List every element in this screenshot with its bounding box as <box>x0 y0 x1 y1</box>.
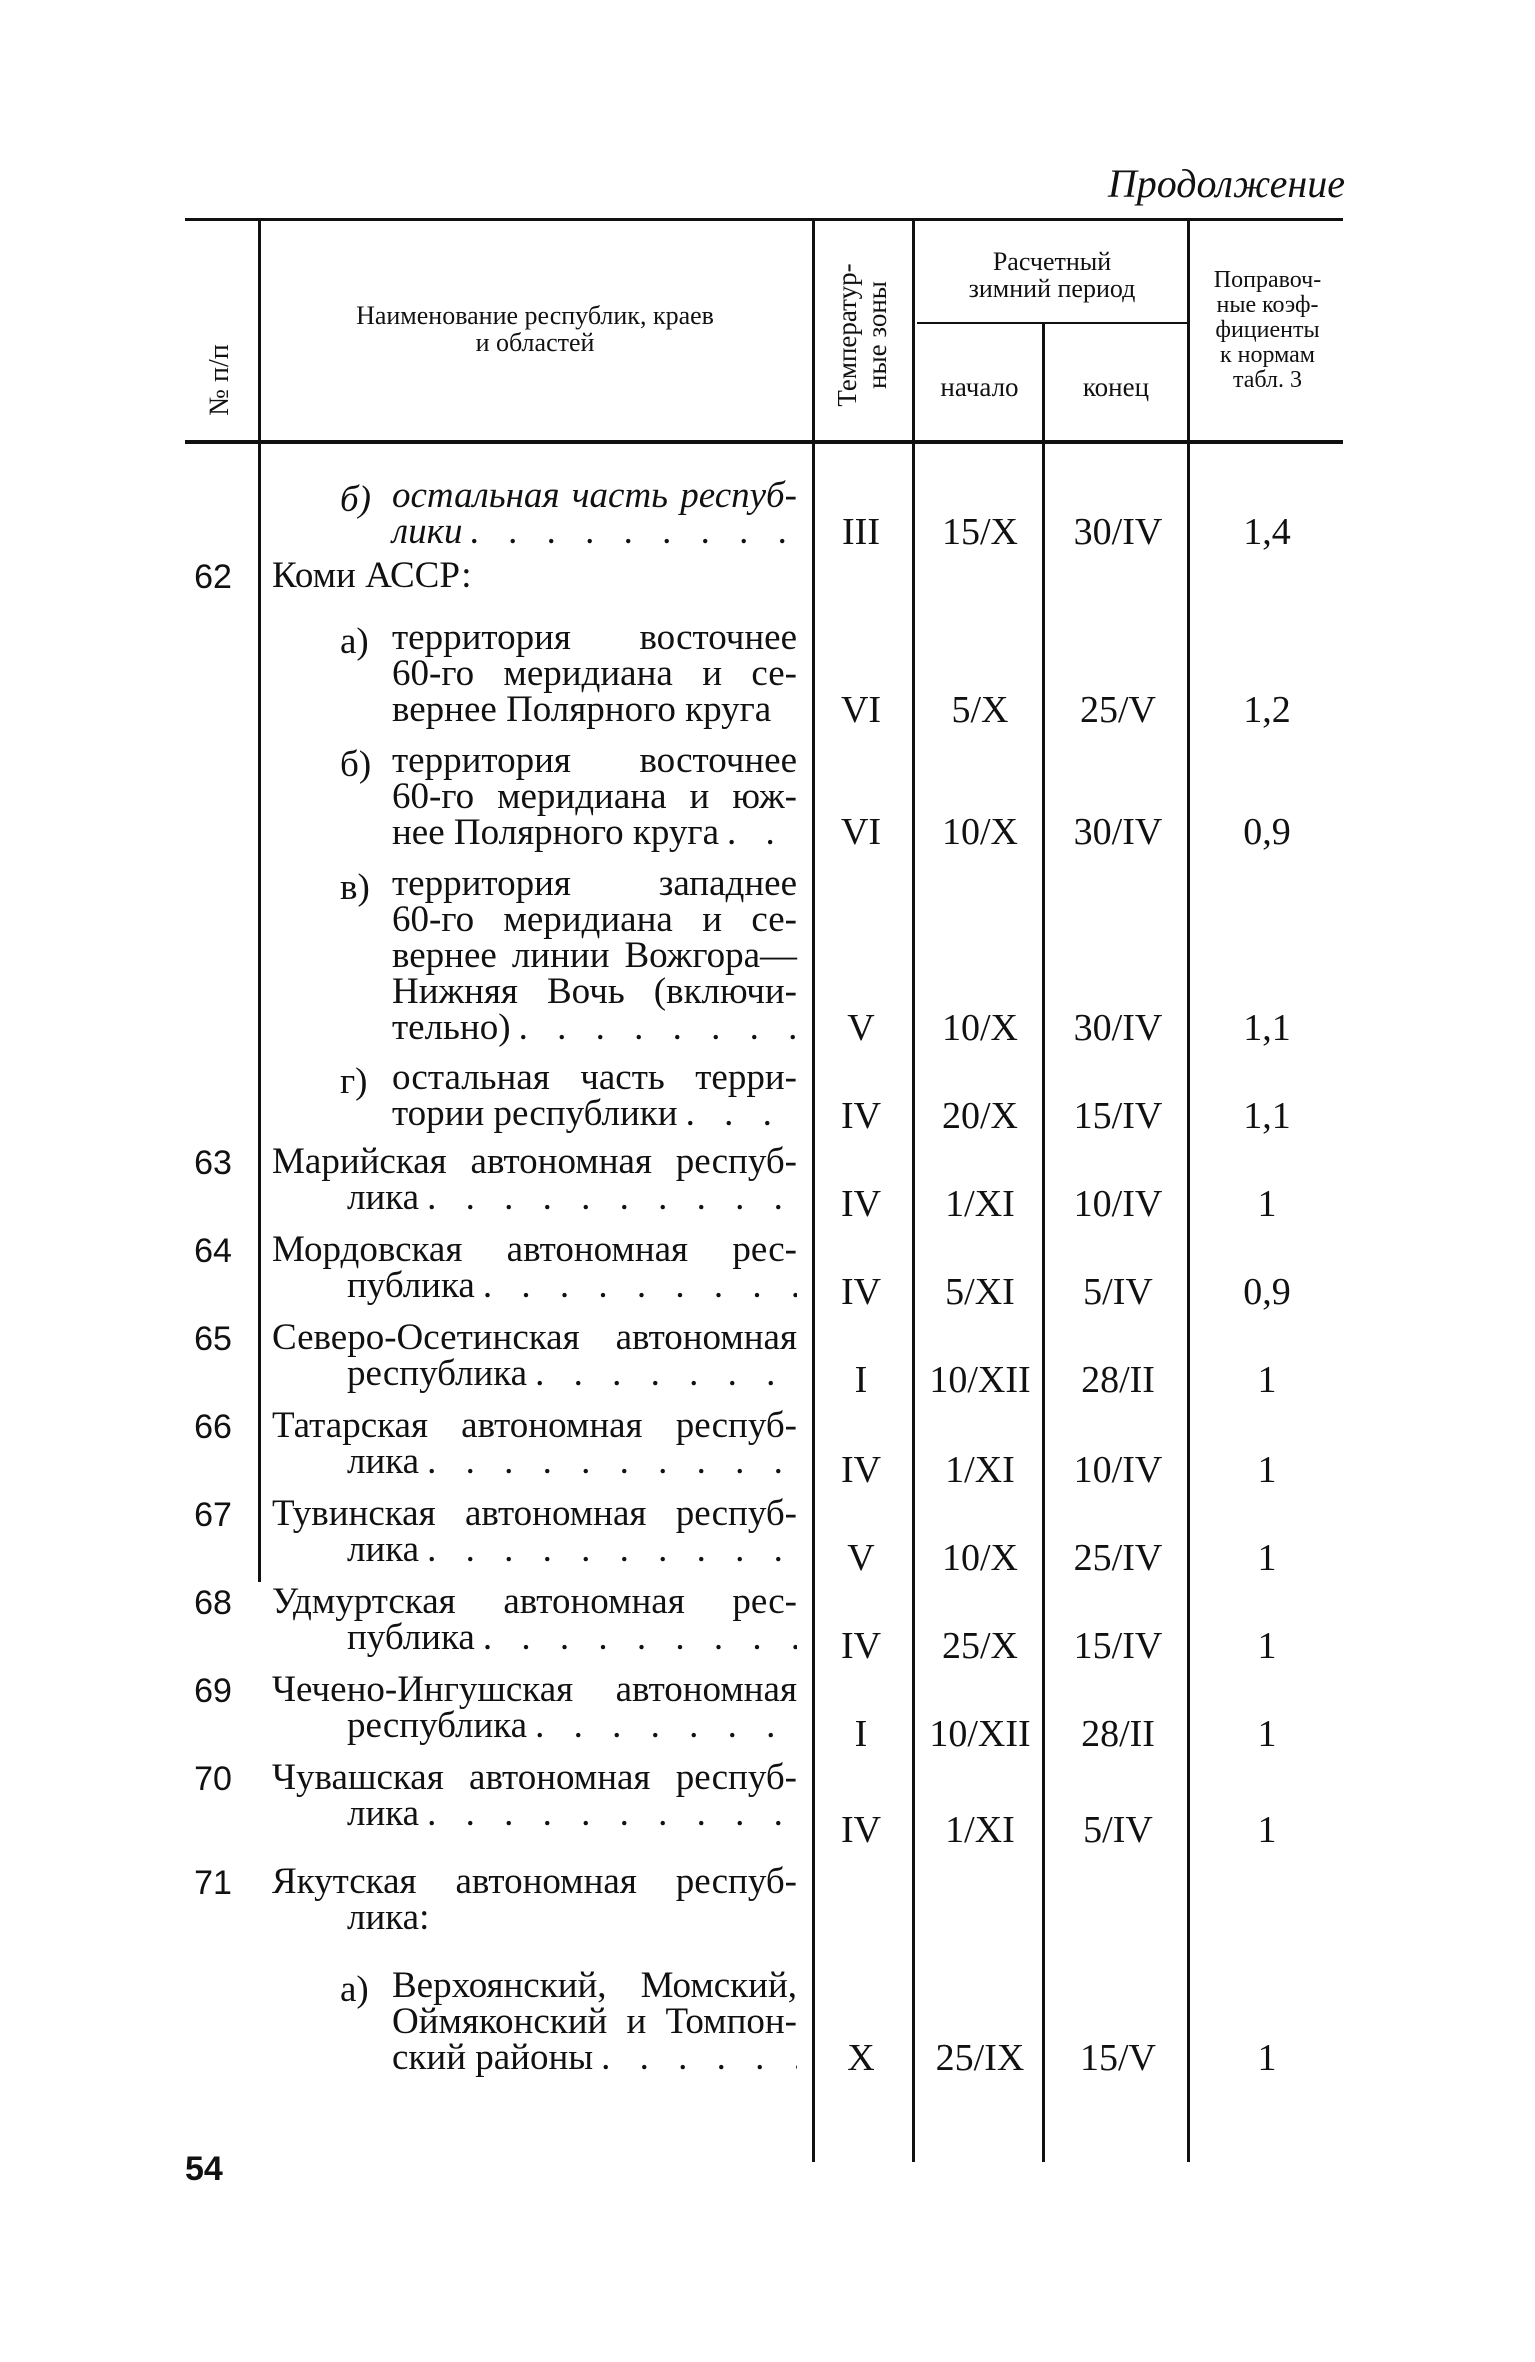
row-number: 64 <box>194 1232 232 1270</box>
row-number: 68 <box>194 1584 232 1622</box>
row-marker: а) <box>340 621 369 662</box>
header-bottom-rule <box>185 440 1343 444</box>
row-text: территория западнее 60-го меридиана и се- вернее линии Вожгора— Нижняя Вочь (включи- тельно) . . . <box>392 866 797 1046</box>
end-cell: 25/IV <box>1073 1537 1163 1579</box>
coefficient-cell: 1 <box>1257 1183 1277 1225</box>
coefficient-cell: 1 <box>1257 1359 1277 1401</box>
coefficient-cell: 1 <box>1257 1449 1277 1491</box>
header-number: № п/п <box>204 344 235 416</box>
column-divider <box>258 220 261 1582</box>
row-text: Марийская автономная респуб- лика . . . <box>272 1144 797 1216</box>
zone-cell: X <box>847 2037 875 2079</box>
row-number: 63 <box>194 1144 232 1182</box>
row-marker: б) <box>340 479 371 520</box>
start-cell: 1/XI <box>945 1449 1015 1491</box>
zone-cell: VI <box>840 689 882 731</box>
period-divider-rule <box>917 322 1187 324</box>
row-number: 70 <box>194 1760 232 1798</box>
start-cell: 25/IX <box>935 2037 1025 2079</box>
header-period: Расчетный зимний период <box>968 247 1136 303</box>
row-text: Мордовская автономная рес- публика . . . <box>272 1232 797 1304</box>
row-number: 66 <box>194 1408 232 1446</box>
start-cell: 25/X <box>942 1625 1018 1667</box>
row-text: Чувашская автономная респуб- лика . . . <box>272 1760 797 1832</box>
zone-cell: IV <box>840 1183 882 1225</box>
row-marker: а) <box>340 1969 369 2010</box>
table-top-rule <box>185 218 1343 221</box>
row-text: территория восточнее 60-го меридиана и юж- нее Полярного круга . . . <box>392 743 797 851</box>
coefficient-cell: 1,1 <box>1243 1007 1291 1049</box>
row-text: Якутская автономная респуб- лика: <box>272 1861 797 1938</box>
start-cell: 5/X <box>951 689 1009 731</box>
page-number: 54 <box>185 2150 223 2188</box>
row-text: остальная часть терри- тории республики . . . <box>392 1060 797 1132</box>
continuation-label: Продолжение <box>1107 161 1345 206</box>
coefficient-cell: 1,4 <box>1243 511 1291 553</box>
zone-cell: V <box>847 1537 875 1579</box>
coefficient-cell: 1 <box>1257 2037 1277 2079</box>
row-marker: в) <box>340 867 370 908</box>
start-cell: 10/XII <box>929 1359 1031 1401</box>
zone-cell: V <box>847 1007 875 1049</box>
zone-cell: IV <box>840 1625 882 1667</box>
zone-cell: IV <box>840 1809 882 1851</box>
coefficient-cell: 1 <box>1257 1809 1277 1851</box>
start-cell: 10/X <box>942 811 1018 853</box>
end-cell: 30/IV <box>1073 511 1163 553</box>
start-cell: 15/X <box>942 511 1018 553</box>
header-start: начало <box>940 372 1019 402</box>
row-text: территория восточнее 60-го меридиана и се- вернее Полярного круга <box>392 617 797 730</box>
coefficient-cell: 0,9 <box>1243 1271 1291 1313</box>
coefficient-cell: 1 <box>1257 1537 1277 1579</box>
zone-cell: IV <box>840 1095 882 1137</box>
row-text: Верхоянский, Момский, Оймяконский и Томпон- ский районы . . . <box>392 1968 797 2076</box>
start-cell: 1/XI <box>945 1183 1015 1225</box>
coefficient-cell: 0,9 <box>1243 811 1291 853</box>
header-name: Наименование республик, краев и областей <box>356 301 714 357</box>
row-number: 67 <box>194 1496 232 1534</box>
start-cell: 20/X <box>942 1095 1018 1137</box>
zone-cell: IV <box>840 1271 882 1313</box>
end-cell: 30/IV <box>1073 1007 1163 1049</box>
zone-cell: III <box>842 511 880 553</box>
coefficient-cell: 1 <box>1257 1625 1277 1667</box>
row-text: Северо-Осетинская автономная республика . . . <box>272 1320 797 1392</box>
row-text: остальная часть респуб- лики . . . <box>392 478 797 550</box>
end-cell: 5/IV <box>1083 1271 1153 1313</box>
row-text: Удмуртская автономная рес- публика . . . <box>272 1584 797 1656</box>
zone-cell: I <box>854 1713 868 1755</box>
header-end: конец <box>1082 372 1150 402</box>
row-text: Чечено-Ингушская автономная республика . . . <box>272 1672 797 1744</box>
end-cell: 5/IV <box>1083 1809 1153 1851</box>
end-cell: 10/IV <box>1073 1183 1163 1225</box>
row-number: 71 <box>194 1864 232 1902</box>
row-text: Татарская автономная респуб- лика . . . <box>272 1408 797 1480</box>
end-cell: 15/IV <box>1073 1625 1163 1667</box>
row-marker: г) <box>340 1061 368 1102</box>
coefficient-cell: 1 <box>1257 1713 1277 1755</box>
end-cell: 28/II <box>1081 1359 1155 1401</box>
coefficient-cell: 1,1 <box>1243 1095 1291 1137</box>
end-cell: 15/V <box>1080 2037 1156 2079</box>
row-number: 69 <box>194 1672 232 1710</box>
row-number: 65 <box>194 1320 232 1358</box>
end-cell: 30/IV <box>1073 811 1163 853</box>
row-title: Коми АССР: <box>272 555 472 596</box>
row-marker: б) <box>340 744 372 785</box>
end-cell: 10/IV <box>1073 1449 1163 1491</box>
row-number: 62 <box>194 558 232 596</box>
start-cell: 10/XII <box>929 1713 1031 1755</box>
coefficient-cell: 1,2 <box>1243 689 1291 731</box>
start-cell: 10/X <box>942 1537 1018 1579</box>
end-cell: 15/IV <box>1073 1095 1163 1137</box>
start-cell: 10/X <box>942 1007 1018 1049</box>
zone-cell: VI <box>840 811 882 853</box>
header-coefficient: Поправоч- ные коэф- фициенты к нормам табл. 3 <box>1213 267 1322 393</box>
zone-cell: IV <box>840 1449 882 1491</box>
zone-cell: I <box>854 1359 868 1401</box>
column-divider <box>1042 324 1045 2162</box>
header-zone: Температур- ные зоны <box>832 263 892 407</box>
start-cell: 1/XI <box>945 1809 1015 1851</box>
end-cell: 25/V <box>1080 689 1156 731</box>
row-text: Тувинская автономная респуб- лика . . . <box>272 1496 797 1568</box>
start-cell: 5/XI <box>945 1271 1015 1313</box>
end-cell: 28/II <box>1081 1713 1155 1755</box>
